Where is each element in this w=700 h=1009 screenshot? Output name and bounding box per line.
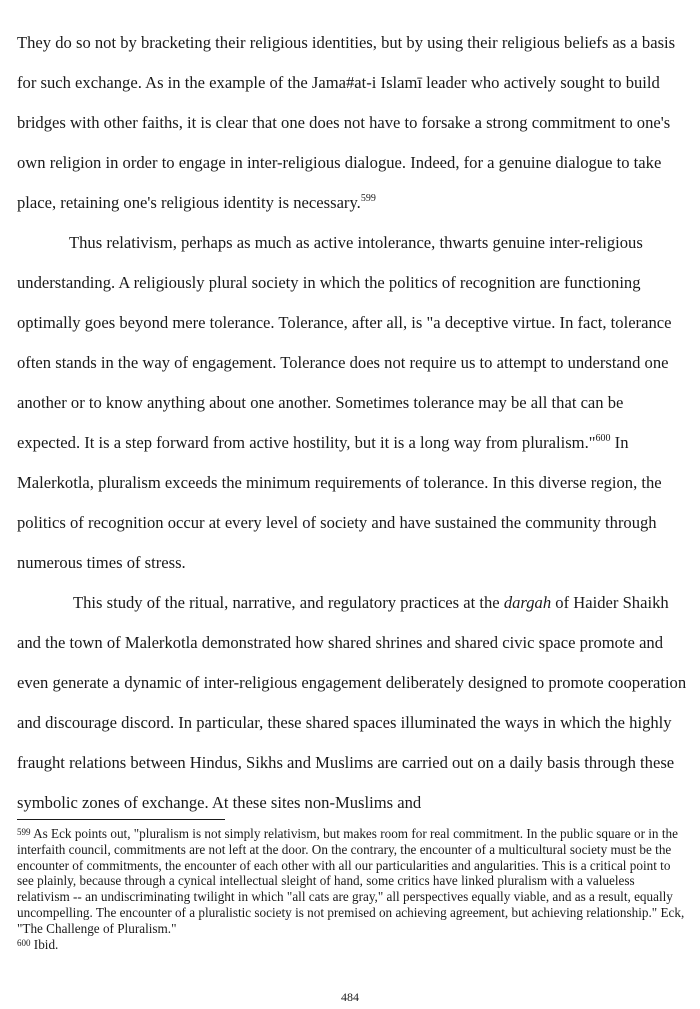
footnote-number: 600 <box>17 937 31 948</box>
paragraph-3-text-a: This study of the ritual, narrative, and regulatory practices at the <box>73 593 504 612</box>
footnote-text: As Eck points out, "pluralism is not simply relativism, but makes room for real commitment. In the public square or in the interfaith council, commitments are not left at the door. On the contrary, the encounter of a multicultural society must be the encounter of commitments, the encounter of each other with all our particularities and angularities. This is a critical point to see plainly, because through a cynical intellectual sleight of hand, some critics have linked pluralism with a valueless relativism -- an undiscriminating twilight in which "all cats are gray," all perspectives equally viable, and as a result, equally uncompelling. The encounter of a pluralistic society is not premised on achieving agreement, but achieving relationship." Eck, "The Challenge of Pluralism." <box>17 826 685 936</box>
footnotes <box>17 826 689 952</box>
paragraph-2-text-b: In Malerkotla, pluralism exceeds the minimum requirements of tolerance. In this diverse region, the politics of recognition occur at every level of society and have sustained the community through numerous times of stress. <box>17 433 662 572</box>
paragraph-1-text: They do so not by bracketing their religious identities, but by using their religious beliefs as a basis for such exchange. As in the example of the Jama#at-i Islamī leader who actively sought to build bridges with other faiths, it is clear that one does not have to forsake a strong commitment to one's own religion in order to engage in inter-religious dialogue. Indeed, for a genuine dialogue to take place, retaining one's religious identity is necessary. <box>17 33 676 212</box>
footnote-text: Ibid. <box>30 936 59 952</box>
paragraph-3-text-b: of Haider Shaikh and the town of Malerkotla demonstrated how shared shrines and shared civic space promote and even generate a dynamic of inter-religious engagement deliberately designed to promote cooperation and discourage discord. In particular, these shared spaces illuminated the ways in which the highly fraught relations between Hindus, Sikhs and Muslims are carried out on a daily basis through these symbolic zones of exchange. At these sites non-Muslims and <box>17 593 687 812</box>
footnote-number: 599 <box>17 827 31 837</box>
paragraph-2-text-a: Thus relativism, perhaps as much as active intolerance, thwarts genuine inter-religious understanding. A religiously plural society in which the politics of recognition are functioning optimally goes beyond mere tolerance. Tolerance, after all, is "a deceptive virtue. In fact, tolerance often stands in the way of engagement. Tolerance does not require us to attempt to understand one another or to know anything about one another. Sometimes tolerance may be all that can be expected. It is a step forward from active hostility, but it is a long way from pluralism." <box>17 233 672 452</box>
paragraph-2 <box>17 223 689 583</box>
footnote-600 <box>17 937 689 953</box>
paragraph-3-italic-term: dargah <box>503 593 552 612</box>
page-number: 484 <box>341 990 359 1004</box>
footnote-ref-600[interactable]: 600 <box>595 433 611 444</box>
paragraph-3 <box>17 583 689 823</box>
footnote-ref-599[interactable]: 599 <box>360 193 376 204</box>
body-text <box>17 23 689 823</box>
footnote-599 <box>17 826 689 937</box>
paragraph-1 <box>17 23 689 223</box>
footnote-divider <box>17 819 225 820</box>
